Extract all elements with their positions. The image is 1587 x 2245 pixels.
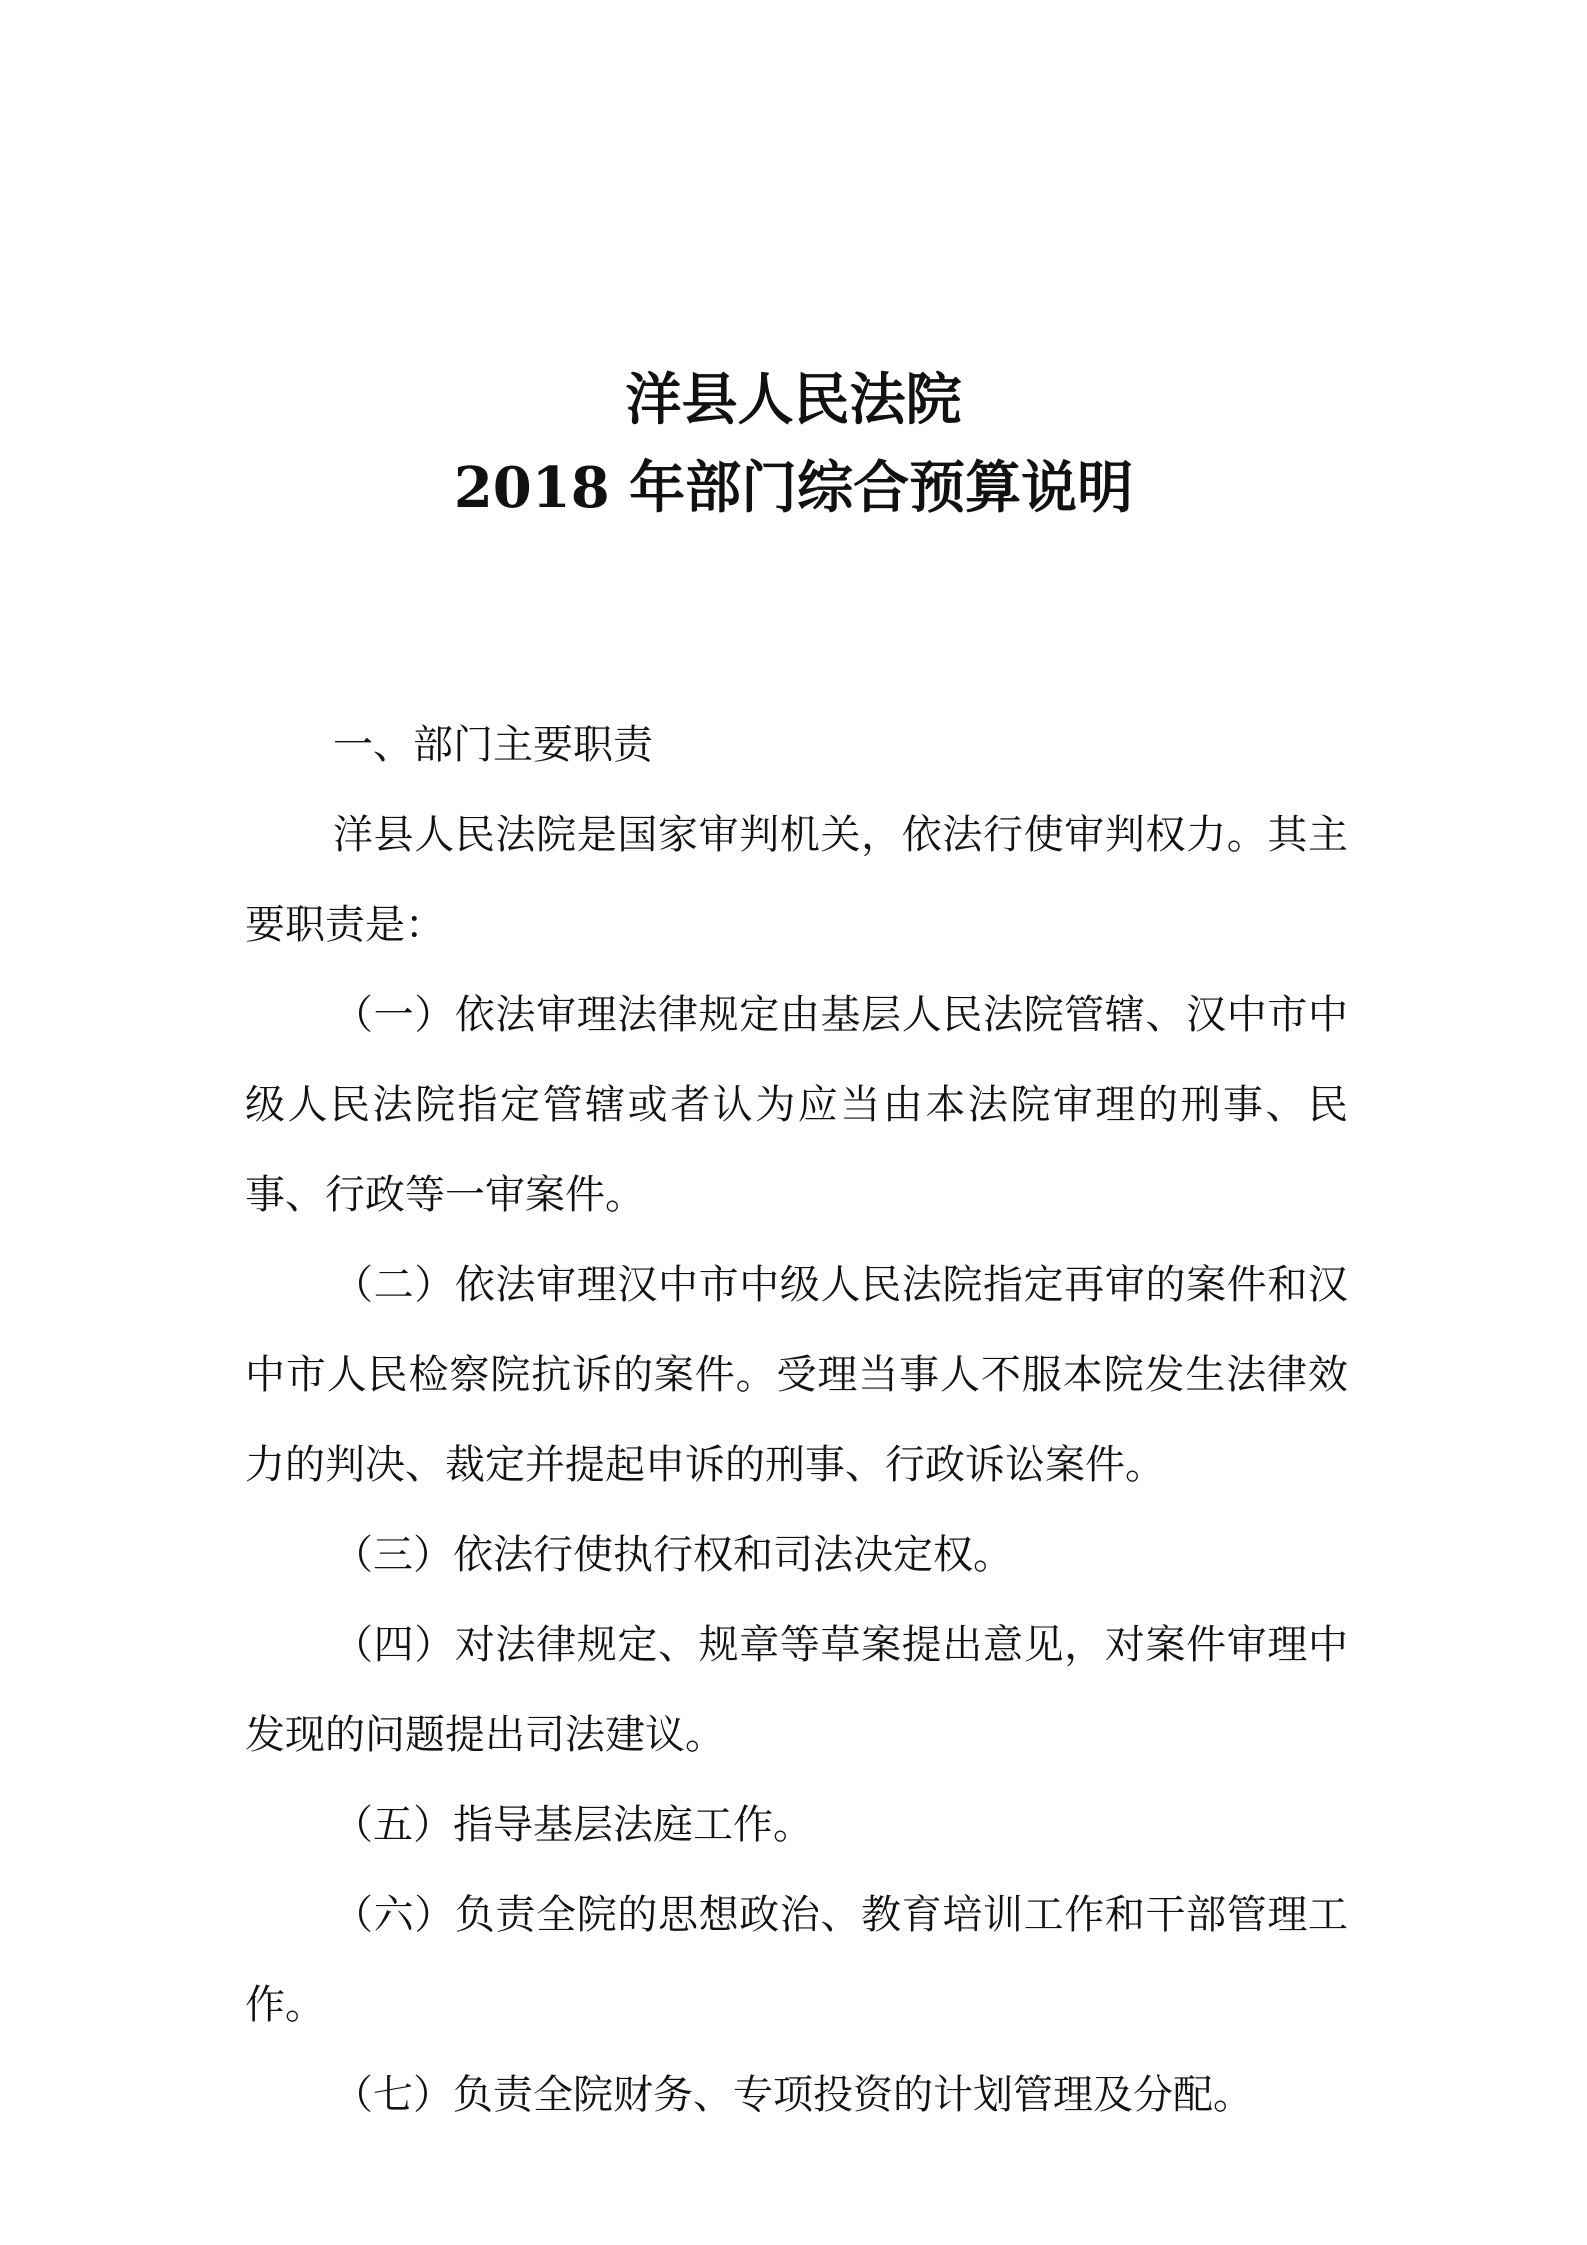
- duty-item-1: （一）依法审理法律规定由基层人民法院管辖、汉中市中级人民法院指定管辖或者认为应当由本法院审理的刑事、民事、行政等一审案件。: [245, 992, 1348, 1218]
- duty-item-6: （六）负责全院的思想政治、教育培训工作和干部管理工作。: [245, 1892, 1348, 2028]
- document-subtitle: 2018 年部门综合预算说明: [453, 455, 1134, 521]
- duty-item-3: （三）依法行使执行权和司法决定权。: [333, 1532, 1013, 1578]
- section-heading: 一、部门主要职责: [333, 722, 653, 768]
- duty-item-4: （四）对法律规定、规章等草案提出意见，对案件审理中发现的问题提出司法建议。: [245, 1622, 1348, 1758]
- intro-paragraph: 洋县人民法院是国家审判机关，依法行使审判权力。其主要职责是：: [245, 812, 1348, 948]
- duty-item-5: （五）指导基层法庭工作。: [333, 1802, 813, 1848]
- document-title: 洋县人民法院: [625, 367, 962, 433]
- duty-item-7: （七）负责全院财务、专项投资的计划管理及分配。: [333, 2072, 1253, 2118]
- document-body: [245, 700, 1348, 2140]
- duty-item-2: （二）依法审理汉中市中级人民法院指定再审的案件和汉中市人民检察院抗诉的案件。受理当事人不服本院发生法律效力的判决、裁定并提起申诉的刑事、行政诉讼案件。: [245, 1262, 1348, 1488]
